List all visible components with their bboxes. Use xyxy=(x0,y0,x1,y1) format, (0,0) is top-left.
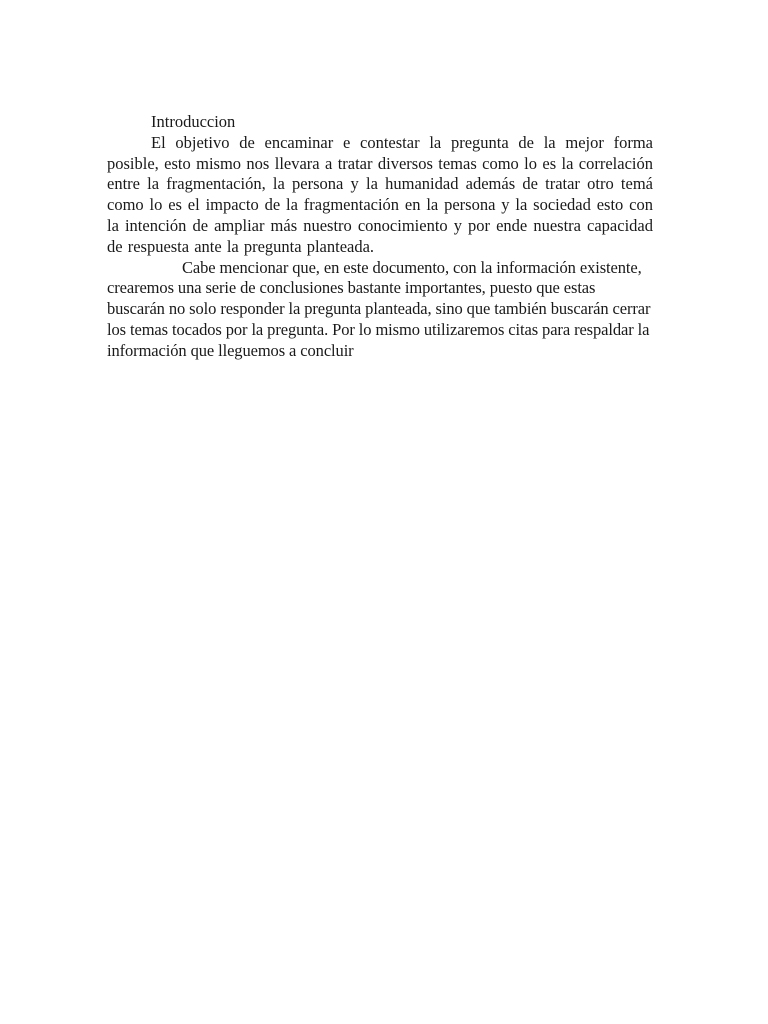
document-body xyxy=(107,112,653,362)
document-title: Introduccion xyxy=(151,112,236,131)
paragraph-conclusions: Cabe mencionar que, en este documento, con la información existente, crearemos una serie de conclusiones bastante importantes, puesto que estas buscarán no solo responder la pregunta planteada, sino que también buscarán cerrar los temas tocados por la pregunta. Por lo mismo utilizaremos citas para respaldar la información que lleguemos a concluir xyxy=(107,257,651,360)
paragraph-objective: El objetivo de encaminar e contestar la pregunta de la mejor forma posible, esto mismo nos llevara a tratar diversos temas como lo es la correlación entre la fragmentación, la persona y la humanidad además de tratar otro temá como lo es el impacto de la fragmentación en la persona y la sociedad esto con la intención de ampliar más nuestro conocimiento y por ende nuestra capacidad de respuesta ante la pregunta planteada. xyxy=(107,132,653,256)
